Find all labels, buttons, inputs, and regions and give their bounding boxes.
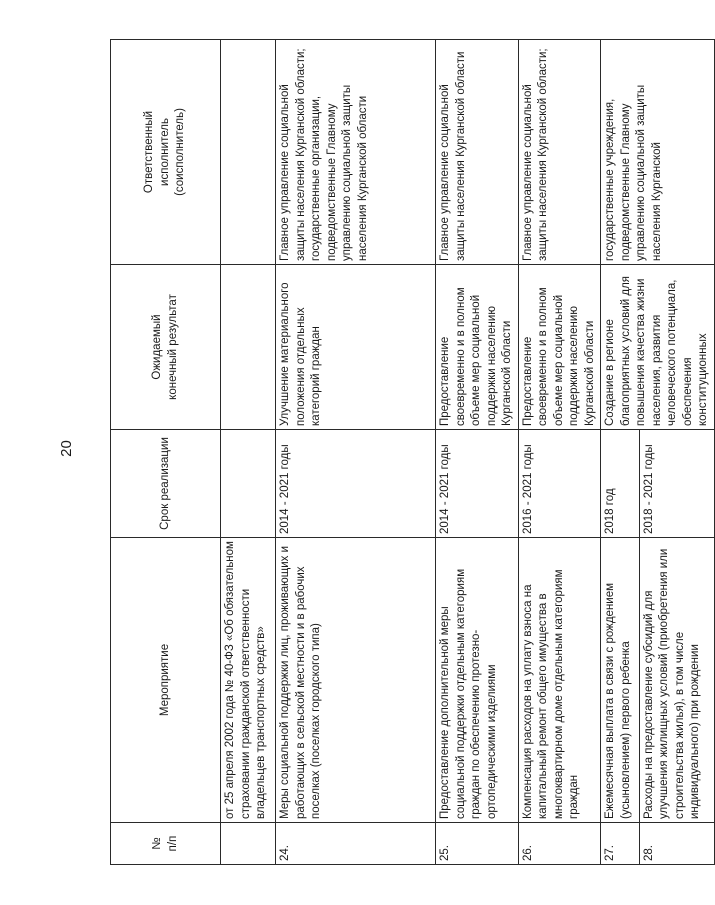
row-result (221, 265, 276, 430)
row-event: Расходы на предоставление субсидий для улучшения жилищных условий (приобретения или строительства жилья), в том числе индивидуального) при рождении (639, 538, 714, 823)
row-term: 2018 - 2021 годы (639, 430, 714, 538)
row-num: 26. (518, 823, 601, 865)
header-result: Ожидаемый конечный результат (111, 265, 221, 430)
row-event: от 25 апреля 2002 года № 40-ФЗ «Об обязательном страховании гражданской ответственности владельцев транспортных средств» (221, 538, 276, 823)
row-event: Компенсация расходов на уплату взноса на капитальный ремонт общего имущества в многоквартирном доме отдельным категориям граждан (518, 538, 601, 823)
row-result: Улучшение материального положения отдельных категорий граждан (276, 265, 436, 430)
row-num: 28. (639, 823, 714, 865)
row-result: Предоставление своевременно и в полном объеме мер социальной поддержки населению Курганской области (436, 265, 519, 430)
row-term: 2014 - 2021 годы (436, 430, 519, 538)
row-num: 25. (436, 823, 519, 865)
table-frame (110, 40, 709, 865)
page-number: 20 (57, 440, 75, 457)
row-num: 24. (276, 823, 436, 865)
row-result: Предоставление своевременно и в полном объеме мер социальной поддержки населению Курганской области (518, 265, 601, 430)
row-term (221, 430, 276, 538)
row-term: 2018 год (601, 430, 640, 538)
row-executor: Главное управление социальной защиты населения Курганской области; (518, 40, 601, 265)
table-row (276, 40, 436, 865)
row-num (221, 823, 276, 865)
header-term: Срок реализации (111, 430, 221, 538)
row-term: 2014 - 2021 годы (276, 430, 436, 538)
row-executor (221, 40, 276, 265)
header-executor: Ответственный исполнитель (соисполнитель) (111, 40, 221, 265)
header-event: Мероприятие (111, 538, 221, 823)
header-num: № п/п (111, 823, 221, 865)
row-executor: государственные учреждения, подведомственные Главному управлению социальной защиты населения Курганской (601, 40, 715, 265)
row-event: Меры социальной поддержки лиц, проживающих и работающих в сельской местности и в рабочих поселках (поселках городского типа) (276, 538, 436, 823)
table-row (221, 40, 276, 865)
row-executor: Главное управление социальной защиты населения Курганской области (436, 40, 519, 265)
table-row (601, 40, 640, 865)
table-header-row (111, 40, 221, 865)
measures-table (110, 39, 715, 865)
row-executor: Главное управление социальной защиты населения Курганской области; государственные организации, подведомственные Главному управлению социальной защиты населения Курганской области (276, 40, 436, 265)
row-term: 2016 - 2021 годы (518, 430, 601, 538)
row-event: Предоставление дополнительной меры социальной поддержки отдельным категориям граждан по обеспечению протезно-ортопедическими изделиями (436, 538, 519, 823)
table-row (518, 40, 601, 865)
table-row (436, 40, 519, 865)
row-event: Ежемесячная выплата в связи с рождением (усыновлением) первого ребенка (601, 538, 640, 823)
rotated-page (110, 40, 709, 865)
row-num: 27. (601, 823, 640, 865)
row-result: Создание в регионе благоприятных условий для повышения качества жизни населения, развития человеческого потенциала, обеспечения конституционных (601, 265, 715, 430)
